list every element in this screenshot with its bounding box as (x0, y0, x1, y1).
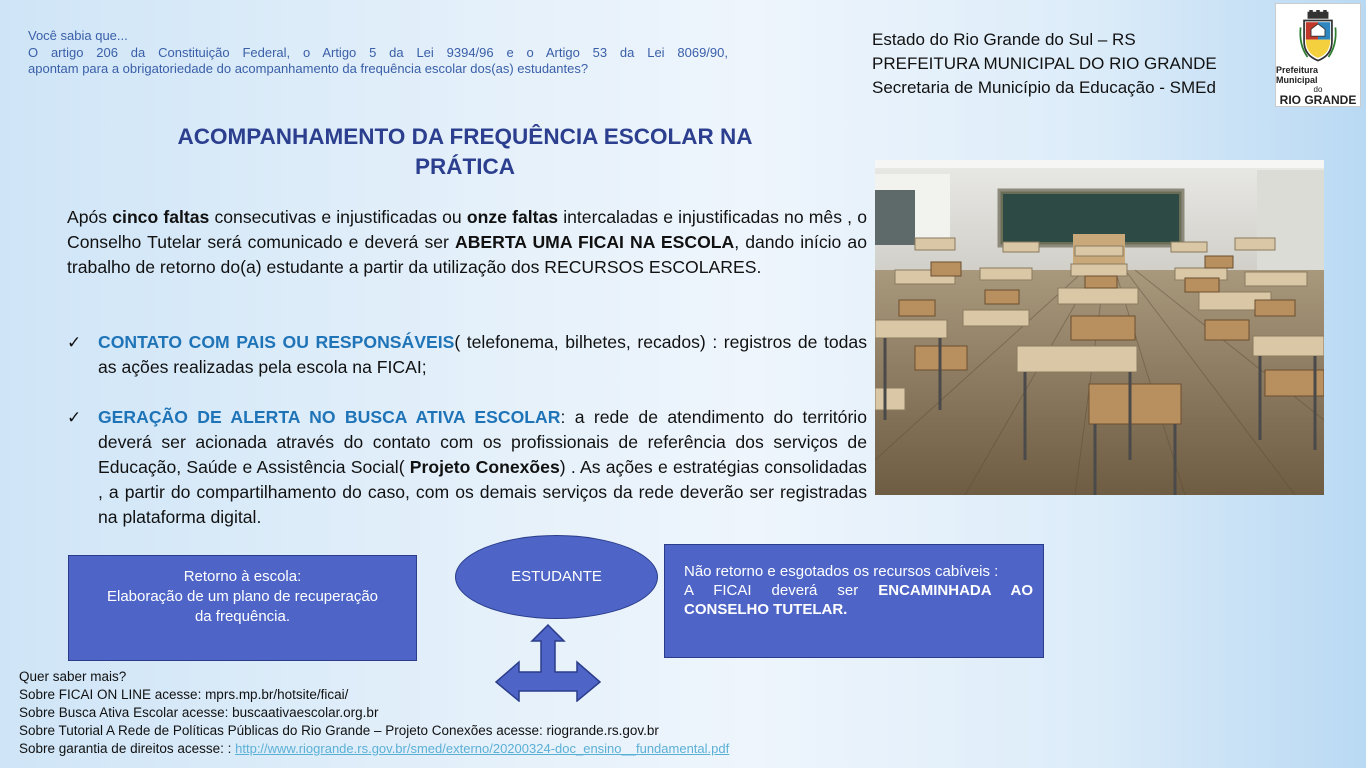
student-ellipse: ESTUDANTE (455, 535, 658, 619)
bullet-contact-body: ( telefonema, bilhetes, recados) : registros de todas as ações realizadas pela escola na FICAI; (98, 332, 867, 377)
paragraph-bold-3: ABERTA UMA FICAI NA ESCOLA (455, 232, 735, 252)
logo-text-3: RIO GRANDE (1279, 93, 1357, 107)
bullet-alert-body-1: : a rede de atendimento do território deverá ser acionada através do contato com os profissionais de referência dos serviços de Educação, Saúde e Assistência Social( (98, 407, 868, 477)
title-line-2: PRÁTICA (415, 154, 515, 179)
paragraph-text-4: , dando início ao trabalho de retorno do(a) estudante a partir da utilização dos RECURSOS ESCOLARES. (67, 232, 867, 277)
bullet-contact-text (98, 330, 867, 380)
paragraph-text-3: intercaladas e injustificadas no mês , o Conselho Tutelar será comunicado e deverá ser (67, 207, 867, 252)
paragraph-text-2: consecutivas e injustificadas ou (209, 207, 467, 227)
paragraph-bold-1: cinco faltas (112, 207, 210, 227)
bullet-alert-bold: Projeto Conexões (409, 457, 560, 477)
coat-of-arms-icon (1296, 10, 1340, 64)
bullet-alert (67, 405, 867, 530)
bullet-contact-title: CONTATO COM PAIS OU RESPONSÁVEIS (98, 332, 455, 352)
header-prefecture: PREFEITURA MUNICIPAL DO RIO GRANDE (872, 54, 1217, 73)
no-return-line-2 (684, 581, 1033, 619)
bullet-alert-body-2: ) . As ações e estratégias consolidadas , a partir do compartilhamento do caso, com os demais serviços da rede deverão ser registradas na plataforma digital. (98, 457, 867, 527)
paragraph-bold-2: onze faltas (466, 207, 559, 227)
bullet-alert-title: GERAÇÃO DE ALERTA NO BUSCA ATIVA ESCOLAR (98, 407, 561, 427)
return-box-line-1: Retorno à escola: (183, 568, 302, 585)
header-secretary: Secretaria de Município da Educação - SMEd (872, 78, 1216, 97)
bullet-contact (67, 330, 867, 380)
paragraph-text-1: Após (67, 207, 113, 227)
intro-line-3: apontam para a obrigatoriedade do acompanhamento da frequência escolar dos(as) estudantes? (28, 61, 589, 76)
links-heading: Quer saber mais? (19, 669, 127, 684)
more-info-links (19, 668, 729, 758)
classroom-photo (875, 160, 1324, 495)
link-rights-prefix: Sobre garantia de direitos acesse: : (19, 741, 236, 756)
logo-text-1: Prefeitura Municipal (1276, 65, 1319, 85)
no-return-box (664, 544, 1044, 658)
title-line-1: ACOMPANHAMENTO DA FREQUÊNCIA ESCOLAR NA (177, 124, 753, 149)
checkmark-icon: ✓ (67, 408, 82, 427)
no-return-line-1: Não retorno e esgotados os recursos cabíveis : (684, 563, 999, 580)
link-tutorial: Sobre Tutorial A Rede de Políticas Públicas do Rio Grande – Projeto Conexões acesse: riogrande.rs.gov.br (19, 723, 659, 738)
logo-text-2: do (1313, 85, 1323, 94)
link-ficai: Sobre FICAI ON LINE acesse: mprs.mp.br/hotsite/ficai/ (19, 687, 349, 702)
header-institution (872, 28, 1217, 100)
return-to-school-box (68, 555, 417, 661)
checkmark-icon: ✓ (67, 333, 82, 352)
header-state: Estado do Rio Grande do Sul – RS (872, 30, 1136, 49)
main-paragraph (67, 205, 867, 280)
prefecture-logo (1275, 3, 1361, 107)
link-busca-ativa: Sobre Busca Ativa Escolar acesse: buscaativaescolar.org.br (19, 705, 379, 720)
rights-url-link[interactable]: http://www.riogrande.rs.gov.br/smed/externo/20200324-doc_ensino__fundamental.pdf (235, 741, 730, 756)
page-title (100, 122, 830, 182)
link-rights (19, 740, 729, 758)
bullet-alert-text (98, 405, 867, 530)
no-return-bold: ENCAMINHADA AO CONSELHO TUTELAR. (684, 582, 1033, 618)
return-box-line-2: Elaboração de um plano de recuperação (106, 588, 379, 605)
no-return-text: A FICAI deverá ser (684, 582, 879, 599)
intro-line-1: Você sabia que... (28, 28, 128, 43)
return-box-line-3: da frequência. (194, 608, 291, 625)
intro-line-2: O artigo 206 da Constituição Federal, o Artigo 5 da Lei 9394/96 e o Artigo 53 da Lei 8069/90, (28, 44, 728, 60)
intro-text (28, 28, 728, 78)
